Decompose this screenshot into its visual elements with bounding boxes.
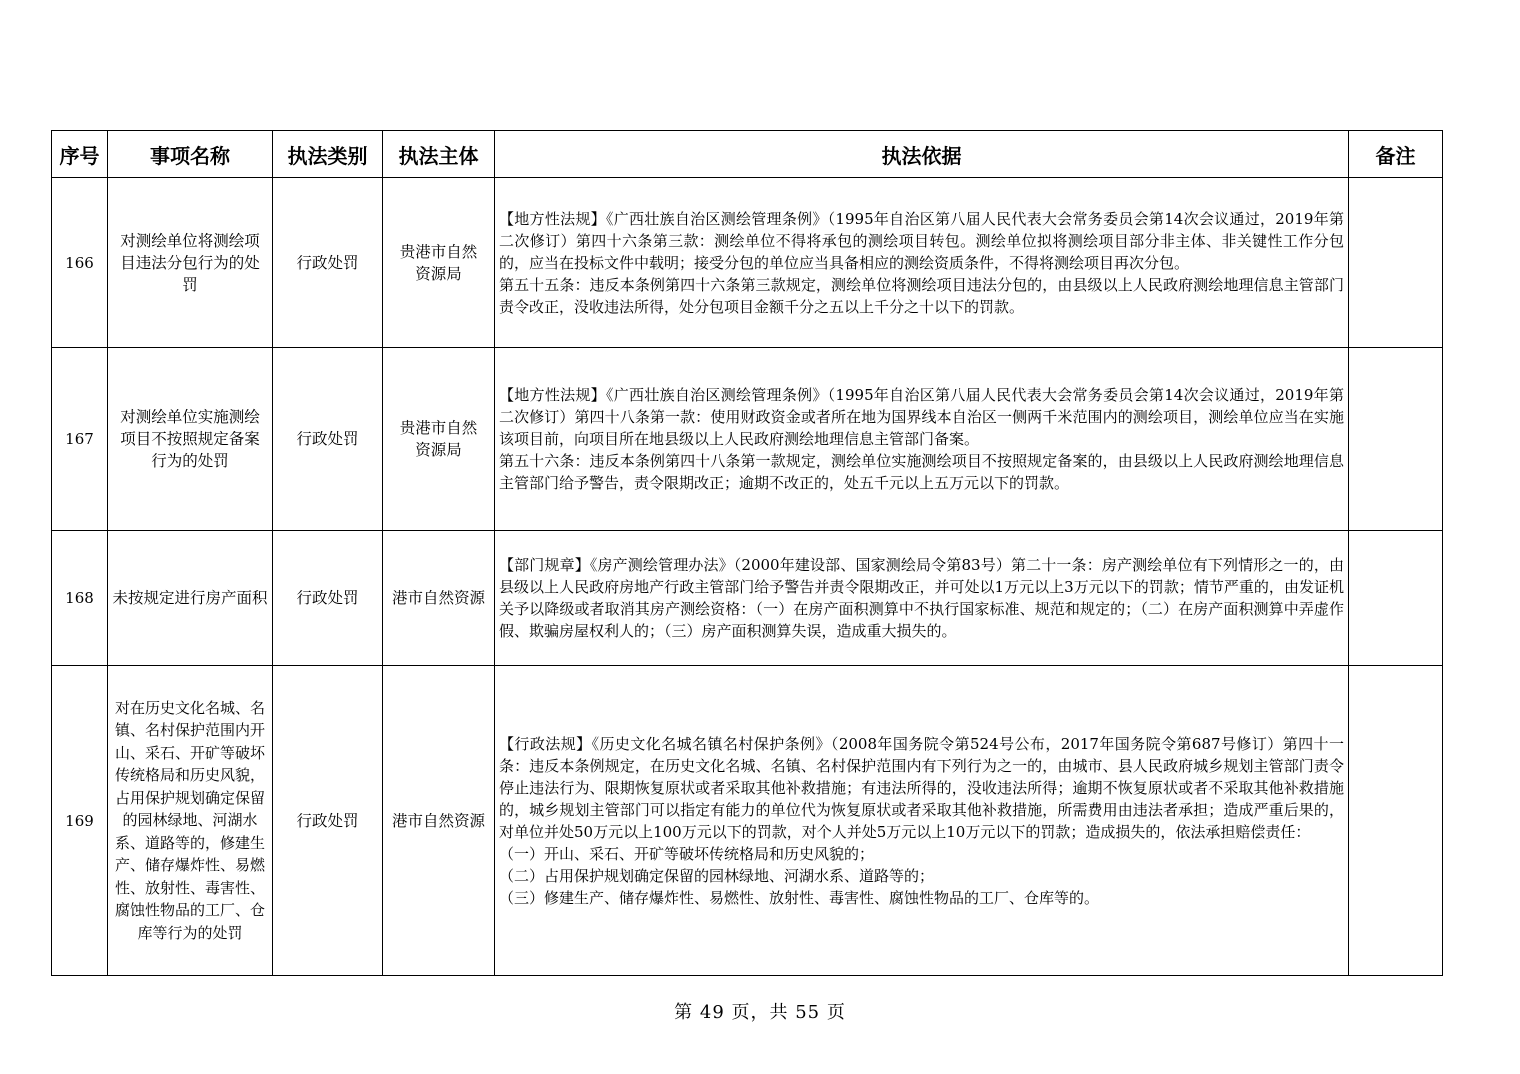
row-name: 对测绘单位将测绘项目违法分包行为的处罚 [108,178,273,348]
row-body-cell [383,666,495,976]
table-row [52,178,1443,348]
table-row [52,666,1443,976]
row-category: 行政处罚 [273,348,383,531]
row-basis-text: 【行政法规】《历史文化名城名镇名村保护条例》（2008年国务院令第524号公布，2017年国务院令第687号修订）第四十一条：违反本条例规定，在历史文化名城、名镇、名村保护范围内有下列行为之一的，由城市、县人民政府城乡规划主管部门责令停止违法行为、限期恢复原状或者采取其他补救措施；有违法所得的，没收违法所得；逾期不恢复原状或者不采取其他补救措施的，城乡规划主管部门可以指定有能力的单位代为恢复原状或者采取其他补救措施，所需费用由违法者承担；造成严重后果的，对单位并处50万元以上100万元以下的罚款，对个人并处5万元以上10万元以下的罚款；造成损失的，依法承担赔偿责任： （一）开山、采石、开矿等破坏传统格局和历史风貌的； （二）占用保护规划确定保留的园林绿地、河湖水系、道路等的； （三）修建生产、储存爆炸性、易燃性、放射性、毒害性、腐蚀性物品的工厂、仓库等的。 [499,734,1344,907]
row-name: 对测绘单位实施测绘项目不按照规定备案行为的处罚 [108,348,273,531]
row-basis-text: 【部门规章】《房产测绘管理办法》（2000年建设部、国家测绘局令第83号）第二十一条：房产测绘单位有下列情形之一的，由县级以上人民政府房地产行政主管部门给予警告并责令限期改正，并可处以1万元以上3万元以下的罚款；情节严重的，由发证机关予以降级或者取消其房产测绘资格：（一）在房产面积测算中不执行国家标准、规范和规定的；（二）在房产面积测算中弄虚作假、欺骗房屋权利人的；（三）房产面积测算失误，造成重大损失的。 [499,556,1344,640]
header-no: 序号 [52,131,108,178]
row-basis [495,178,1349,348]
row-body: 贵港市自然资源局 [383,348,495,531]
row-body: 港市自然资源 [391,811,485,830]
row-no: 169 [52,666,108,976]
row-note [1349,666,1443,976]
row-basis-text: 【地方性法规】《广西壮族自治区测绘管理条例》（1995年自治区第八届人民代表大会常务委员会第14次会议通过，2019年第二次修订）第四十八条第一款：使用财政资金或者所在地为国界线本自治区一侧两千米范围内的测绘项目，测绘单位应当在实施该项目前，向项目所在地县级以上人民政府测绘地理信息主管部门备案。 第五十六条：违反本条例第四十八条第一款规定，测绘单位实施测绘项目不按照规定备案的，由县级以上人民政府测绘地理信息主管部门给予警告，责令限期改正；逾期不改正的，处五千元以上五万元以下的罚款。 [499,386,1344,492]
row-category: 行政处罚 [273,178,383,348]
table-row [52,531,1443,666]
page-number-footer: 第 49 页，共 55 页 [674,1002,846,1023]
row-basis-text: 【地方性法规】《广西壮族自治区测绘管理条例》（1995年自治区第八届人民代表大会常务委员会第14次会议通过，2019年第二次修订）第四十六条第三款：测绘单位不得将承包的测绘项目转包。测绘单位拟将测绘项目部分非主体、非关键性工作分包的，应当在投标文件中载明；接受分包的单位应当具备相应的测绘资质条件，不得将测绘项目再次分包。 第五十五条：违反本条例第四十六条第三款规定，测绘单位将测绘项目违法分包的，由县级以上人民政府测绘地理信息主管部门责令改正，没收违法所得，处分包项目金额千分之五以上千分之十以下的罚款。 [499,209,1344,316]
row-note [1349,178,1443,348]
row-name: 未按规定进行房产面积 [112,589,268,607]
header-name: 事项名称 [108,131,273,178]
row-basis [495,666,1349,976]
row-body: 港市自然资源 [391,589,485,607]
row-no: 167 [52,348,108,531]
table-row [52,348,1443,531]
row-body: 贵港市自然资源局 [383,178,495,348]
row-name: 对在历史文化名城、名镇、名村保护范围内开山、采石、开矿等破坏传统格局和历史风貌，占用保护规划确定保留的园林绿地、河湖水系、道路等的，修建生产、储存爆炸性、易燃性、放射性、毒害性、腐蚀性物品的工厂、仓库等行为的处罚 [108,666,273,976]
table-header-row [52,131,1443,178]
row-name-cell [108,531,273,666]
row-category: 行政处罚 [273,531,383,666]
header-category: 执法类别 [273,131,383,178]
header-note: 备注 [1349,131,1443,178]
row-basis [495,531,1349,666]
row-note [1349,531,1443,666]
row-category: 行政处罚 [273,666,383,976]
enforcement-table [51,130,1443,976]
row-no: 168 [52,531,108,666]
row-body-cell [383,531,495,666]
row-note [1349,348,1443,531]
header-basis: 执法依据 [495,131,1349,178]
header-body: 执法主体 [383,131,495,178]
row-no: 166 [52,178,108,348]
row-basis [495,348,1349,531]
